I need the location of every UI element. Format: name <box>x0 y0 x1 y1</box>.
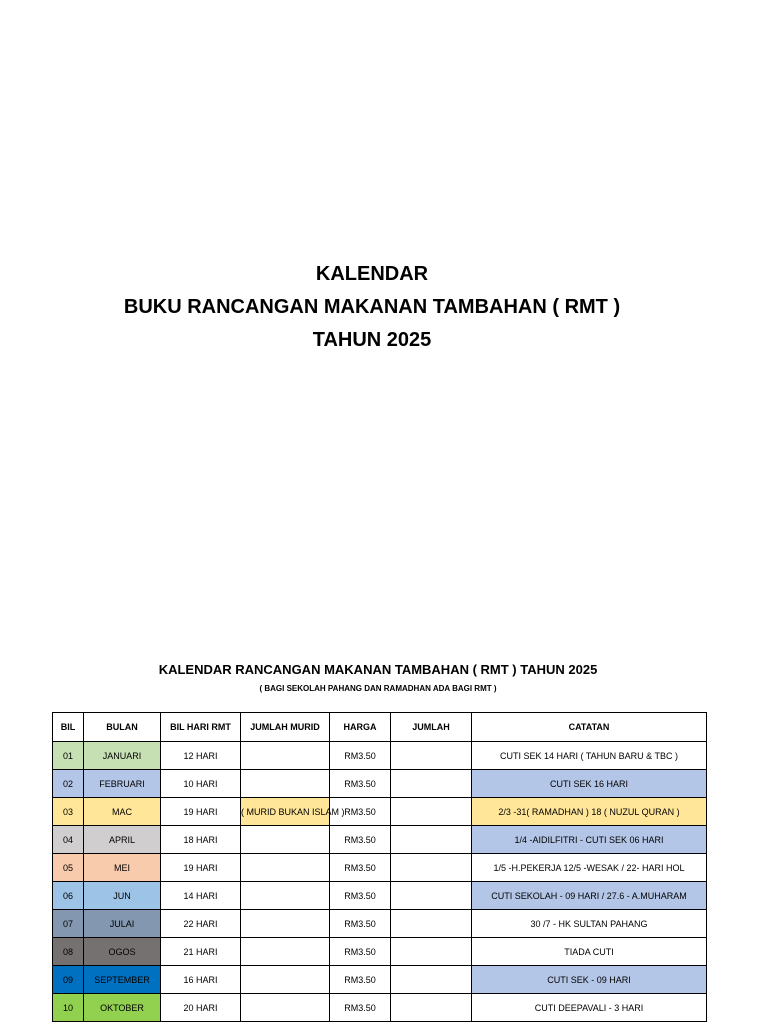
table-row <box>53 938 707 966</box>
cell-bil: 06 <box>53 882 84 910</box>
cell-bulan: JUN <box>84 882 161 910</box>
cell-bil-hari-rmt: 20 HARI <box>161 994 241 1022</box>
table-row <box>53 994 707 1022</box>
table-row <box>53 770 707 798</box>
header-catatan: CATATAN <box>472 713 707 742</box>
cell-bil: 08 <box>53 938 84 966</box>
cell-jumlah-murid <box>241 938 330 966</box>
cell-bulan: MAC <box>84 798 161 826</box>
cell-jumlah-murid <box>241 826 330 854</box>
cell-catatan: CUTI DEEPAVALI - 3 HARI <box>472 994 707 1022</box>
cell-harga: RM3.50 <box>330 882 391 910</box>
cell-catatan: CUTI SEK 14 HARI ( TAHUN BARU & TBC ) <box>472 742 707 770</box>
cell-jumlah <box>391 882 472 910</box>
cover-title-line-1: KALENDAR <box>315 263 429 285</box>
table-row <box>53 966 707 994</box>
cell-bil: 09 <box>53 966 84 994</box>
table-row <box>53 910 707 938</box>
cell-harga: RM3.50 <box>330 938 391 966</box>
cell-harga: RM3.50 <box>330 910 391 938</box>
cell-catatan: CUTI SEK 16 HARI <box>472 770 707 798</box>
cell-jumlah <box>391 938 472 966</box>
header-bil: BIL <box>53 713 84 742</box>
cell-catatan: 30 /7 - HK SULTAN PAHANG <box>472 910 707 938</box>
cell-bil-hari-rmt: 19 HARI <box>161 854 241 882</box>
header-jumlah: JUMLAH <box>391 713 472 742</box>
cell-jumlah <box>391 910 472 938</box>
cell-bil-hari-rmt: 14 HARI <box>161 882 241 910</box>
cell-catatan: 2/3 -31( RAMADHAN ) 18 ( NUZUL QURAN ) <box>472 798 707 826</box>
table-title: KALENDAR RANCANGAN MAKANAN TAMBAHAN ( RMT ) TAHUN 2025 <box>158 662 598 677</box>
cell-bulan: JANUARI <box>84 742 161 770</box>
cell-harga: RM3.50 <box>330 966 391 994</box>
cell-bulan: FEBRUARI <box>84 770 161 798</box>
cell-bil-hari-rmt: 16 HARI <box>161 966 241 994</box>
cover-title-line-3: TAHUN 2025 <box>312 329 432 351</box>
cell-harga: RM3.50 <box>330 770 391 798</box>
cell-bil-hari-rmt: 12 HARI <box>161 742 241 770</box>
cell-bil-hari-rmt: 19 HARI <box>161 798 241 826</box>
table-row <box>53 854 707 882</box>
cell-harga: RM3.50 <box>330 742 391 770</box>
cell-jumlah <box>391 966 472 994</box>
cell-jumlah-murid: ( MURID BUKAN ISLAM ) <box>241 798 330 826</box>
cell-jumlah-murid <box>241 910 330 938</box>
cell-jumlah <box>391 854 472 882</box>
cell-jumlah-murid <box>241 966 330 994</box>
header-bil-hari-rmt: BIL HARI RMT <box>161 713 241 742</box>
cell-catatan: CUTI SEK - 09 HARI <box>472 966 707 994</box>
header-bulan: BULAN <box>84 713 161 742</box>
cell-bil: 03 <box>53 798 84 826</box>
cell-bil-hari-rmt: 10 HARI <box>161 770 241 798</box>
cell-bil: 04 <box>53 826 84 854</box>
table-row <box>53 882 707 910</box>
cell-bil-hari-rmt: 18 HARI <box>161 826 241 854</box>
table-row <box>53 742 707 770</box>
header-jumlah-murid: JUMLAH MURID <box>241 713 330 742</box>
cell-bulan: JULAI <box>84 910 161 938</box>
cell-jumlah <box>391 798 472 826</box>
cell-jumlah <box>391 770 472 798</box>
table-row <box>53 798 707 826</box>
cell-harga: RM3.50 <box>330 798 391 826</box>
cell-harga: RM3.50 <box>330 826 391 854</box>
cell-jumlah <box>391 742 472 770</box>
cell-bulan: APRIL <box>84 826 161 854</box>
cell-jumlah-murid <box>241 994 330 1022</box>
cell-bulan: OKTOBER <box>84 994 161 1022</box>
table-header-row <box>53 713 707 742</box>
cell-bil: 05 <box>53 854 84 882</box>
cell-jumlah <box>391 994 472 1022</box>
header-harga: HARGA <box>330 713 391 742</box>
table-row <box>53 826 707 854</box>
cell-bil-hari-rmt: 22 HARI <box>161 910 241 938</box>
cell-bulan: MEI <box>84 854 161 882</box>
cell-jumlah-murid <box>241 742 330 770</box>
cell-jumlah <box>391 826 472 854</box>
cell-bil: 01 <box>53 742 84 770</box>
cell-catatan: 1/4 -AIDILFITRI - CUTI SEK 06 HARI <box>472 826 707 854</box>
cell-bil-hari-rmt: 21 HARI <box>161 938 241 966</box>
cell-catatan: CUTI SEKOLAH - 09 HARI / 27.6 - A.MUHARAM <box>472 882 707 910</box>
cell-bil: 02 <box>53 770 84 798</box>
cell-bil: 07 <box>53 910 84 938</box>
rmt-calendar-table <box>52 712 707 1022</box>
cell-jumlah-murid <box>241 770 330 798</box>
cell-harga: RM3.50 <box>330 994 391 1022</box>
cover-title-line-2: BUKU RANCANGAN MAKANAN TAMBAHAN ( RMT ) <box>123 296 621 318</box>
cell-jumlah-murid <box>241 854 330 882</box>
cell-bil: 10 <box>53 994 84 1022</box>
cell-catatan: 1/5 -H.PEKERJA 12/5 -WESAK / 22- HARI HOL <box>472 854 707 882</box>
cell-catatan: TIADA CUTI <box>472 938 707 966</box>
table-subtitle: ( BAGI SEKOLAH PAHANG DAN RAMADHAN ADA BAGI RMT ) <box>259 684 497 693</box>
cover-title <box>0 258 744 357</box>
cell-harga: RM3.50 <box>330 854 391 882</box>
cell-jumlah-murid <box>241 882 330 910</box>
cell-bulan: SEPTEMBER <box>84 966 161 994</box>
cell-bulan: OGOS <box>84 938 161 966</box>
